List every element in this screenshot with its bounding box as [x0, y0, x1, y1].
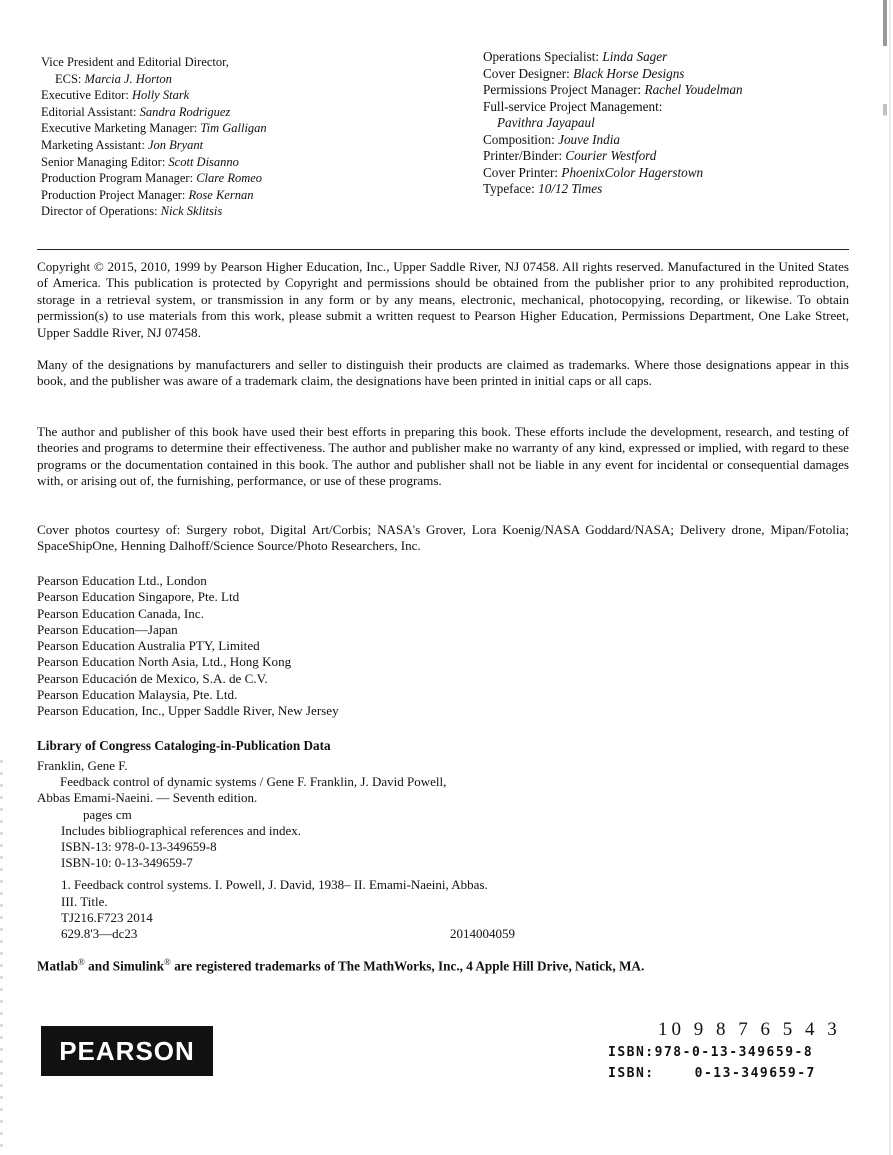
credit-role: Executive Marketing Manager:	[41, 121, 201, 136]
credit-line	[41, 54, 461, 71]
scan-edge-right-shadow	[889, 0, 891, 1155]
credit-name: Rachel Youdelman	[644, 82, 743, 97]
isbn-label: ISBN:	[608, 1045, 655, 1060]
office-item: Pearson Education Ltd., London	[37, 573, 207, 588]
credit-line	[483, 165, 883, 182]
credit-line	[41, 71, 461, 88]
scan-edge-left	[0, 760, 3, 1155]
credit-line	[41, 170, 461, 187]
credit-line	[483, 181, 883, 198]
credit-name: Jon Bryant	[147, 137, 204, 152]
office-item: Pearson Education North Asia, Ltd., Hong Kong	[37, 654, 292, 670]
credit-role: Cover Designer:	[483, 65, 574, 81]
credit-line	[483, 49, 883, 66]
printing-line: 10 9 8 7 6 5 4 3	[658, 1019, 841, 1040]
cip-record	[37, 758, 849, 942]
cip-heading: Library of Congress Cataloging-in-Publication Data	[37, 738, 331, 753]
credit-line	[41, 120, 461, 137]
office-item: Pearson Education Canada, Inc.	[37, 605, 204, 621]
office-item: Pearson Education—Japan	[37, 621, 178, 637]
cip-isbn13: ISBN-13: 978-0-13-349659-8	[61, 839, 217, 855]
credit-role: Production Project Manager:	[41, 187, 189, 202]
credit-line	[41, 203, 461, 220]
scan-edge-right	[883, 0, 887, 1155]
credit-name: Courier Westford	[565, 148, 657, 163]
cip-call-number: TJ216.F723 2014	[61, 909, 153, 925]
credit-line	[483, 66, 883, 83]
credit-name: Holly Stark	[131, 88, 190, 103]
office-item: Pearson Education Singapore, Pte. Ltd	[37, 589, 240, 605]
isbn-13-stamp	[608, 1045, 813, 1060]
credit-role: Executive Editor:	[41, 88, 132, 103]
credit-name: Pavithra Jayapaul	[497, 115, 595, 130]
isbn-label: ISBN:	[608, 1066, 655, 1081]
trademark-line	[37, 957, 644, 974]
credit-line	[41, 187, 461, 204]
cip-dewey: 629.8'3—dc23	[61, 926, 138, 942]
cip-pages: pages cm	[83, 806, 132, 822]
credits-left-column	[41, 54, 461, 220]
credit-line	[41, 104, 461, 121]
cip-isbn10: ISBN-10: 0-13-349659-7	[61, 855, 193, 871]
credit-line	[41, 87, 461, 104]
credit-role: Permissions Project Manager:	[483, 82, 645, 97]
credit-line	[483, 148, 883, 165]
credit-name: Linda Sager	[602, 49, 668, 64]
isbn-value: 978-0-13-349659-8	[654, 1045, 814, 1060]
credit-role: Director of Operations:	[41, 204, 161, 219]
disclaimer-paragraph: The author and publisher of this book have used their best efforts in preparing this book. These efforts include the development, research, and testing of theories and programs to determine their effectiveness. The author and publisher make no warranty of any kind, expressed or implied, with regard to these programs or the documentation contained in this book. The author and publisher shall not be liable in any event for incidental or consequential damages with, or arising out of, the furnishing, performance, or use of these programs.	[37, 424, 849, 489]
cip-title-line: Feedback control of dynamic systems / Gene F. Franklin, J. David Powell,	[60, 774, 447, 790]
office-item: Pearson Education Malaysia, Pte. Ltd.	[37, 687, 238, 703]
credit-line	[483, 132, 883, 149]
credit-name: Rose Kernan	[188, 187, 254, 202]
credit-line	[483, 82, 883, 99]
credit-role: Operations Specialist:	[483, 49, 603, 64]
cip-record-number: 2014004059	[450, 926, 515, 942]
credit-name: Black Horse Designs	[573, 65, 685, 81]
credit-name: Marcia J. Horton	[84, 71, 172, 86]
credit-role: Senior Managing Editor:	[41, 154, 169, 169]
registered-mark: ®	[164, 957, 171, 967]
credit-name: Tim Galligan	[200, 121, 267, 136]
credit-name: Jouve India	[558, 131, 620, 147]
credit-role: Cover Printer:	[483, 164, 562, 180]
credits-right-column	[483, 49, 883, 198]
credit-role: Marketing Assistant:	[41, 137, 148, 152]
registered-mark: ®	[78, 957, 85, 967]
office-item: Pearson Educación de Mexico, S.A. de C.V.	[37, 670, 268, 686]
pearson-offices-list	[37, 573, 339, 720]
cip-author: Franklin, Gene F.	[37, 758, 128, 773]
office-item: Pearson Education, Inc., Upper Saddle River, New Jersey	[37, 703, 339, 719]
cip-includes: Includes bibliographical references and index.	[61, 822, 302, 838]
trademark-simulink: and Simulink	[84, 958, 165, 974]
pearson-logo	[41, 1026, 213, 1076]
credit-name: 10/12 Times	[538, 181, 603, 196]
credit-role: Vice President and Editorial Director,	[41, 55, 229, 69]
credit-name: Nick Sklitsis	[160, 204, 223, 219]
isbn-value: 0-13-349659-7	[694, 1066, 816, 1081]
cip-subjects: 1. Feedback control systems. I. Powell, J. David, 1938– II. Emami-Naeini, Abbas.	[61, 877, 488, 893]
credit-role: Printer/Binder:	[483, 148, 566, 163]
credit-role: Editorial Assistant:	[41, 104, 140, 119]
credit-name: Sandra Rodriguez	[139, 104, 231, 119]
credit-name: Clare Romeo	[196, 171, 263, 186]
trademark-matlab: Matlab	[37, 958, 79, 974]
credit-line	[41, 137, 461, 154]
cover-photos-credit: Cover photos courtesy of: Surgery robot, Digital Art/Corbis; NASA's Grover, Lora Koenig/NASA Goddard/NASA; Delivery drone, Mipan/Fotolia; SpaceShipOne, Henning Dalhoff/Science Source/Photo Researchers, Inc.	[37, 522, 849, 554]
cip-title-entry: III. Title.	[61, 893, 108, 909]
pearson-logo-text: PEARSON	[59, 1035, 195, 1066]
credit-line	[483, 99, 883, 116]
credit-line	[483, 115, 883, 132]
credit-role: Full-service Project Management:	[483, 98, 663, 114]
credit-role: ECS:	[55, 71, 85, 86]
cip-dewey-row	[37, 926, 849, 942]
credit-role: Production Program Manager:	[41, 171, 197, 186]
credit-role: Typeface:	[483, 181, 539, 196]
cip-title-line-cont: Abbas Emami-Naeini. — Seventh edition.	[37, 790, 258, 806]
trademark-notice-paragraph: Many of the designations by manufacturers and seller to distinguish their products are claimed as trademarks. Where those designations appear in this book, and the publisher was aware of a trademark claim, the designations have been printed in initial caps or all caps.	[37, 357, 849, 389]
trademark-owner: are registered trademarks of The MathWorks, Inc., 4 Apple Hill Drive, Natick, MA.	[170, 958, 645, 974]
section-divider	[37, 249, 849, 250]
credit-role: Composition:	[483, 131, 559, 147]
copyright-paragraph: Copyright © 2015, 2010, 1999 by Pearson Higher Education, Inc., Upper Saddle River, NJ 07458. All rights reserved. Manufactured in the United States of America. This publication is protected by Copyright and permissions should be obtained from the publisher prior to any prohibited reproduction, storage in a retrieval system, or transmission in any form or by any means, electronic, mechanical, photocopying, recording, or likewise. To obtain permission(s) to use materials from this work, please submit a written request to Pearson Higher Education, Permissions Department, One Lake Street, Upper Saddle River, NJ 07458.	[37, 259, 849, 340]
credit-name: PhoenixColor Hagerstown	[561, 164, 704, 180]
credit-line	[41, 154, 461, 171]
credit-name: Scott Disanno	[168, 154, 239, 169]
isbn-10-stamp	[608, 1066, 816, 1081]
office-item: Pearson Education Australia PTY, Limited	[37, 638, 260, 654]
